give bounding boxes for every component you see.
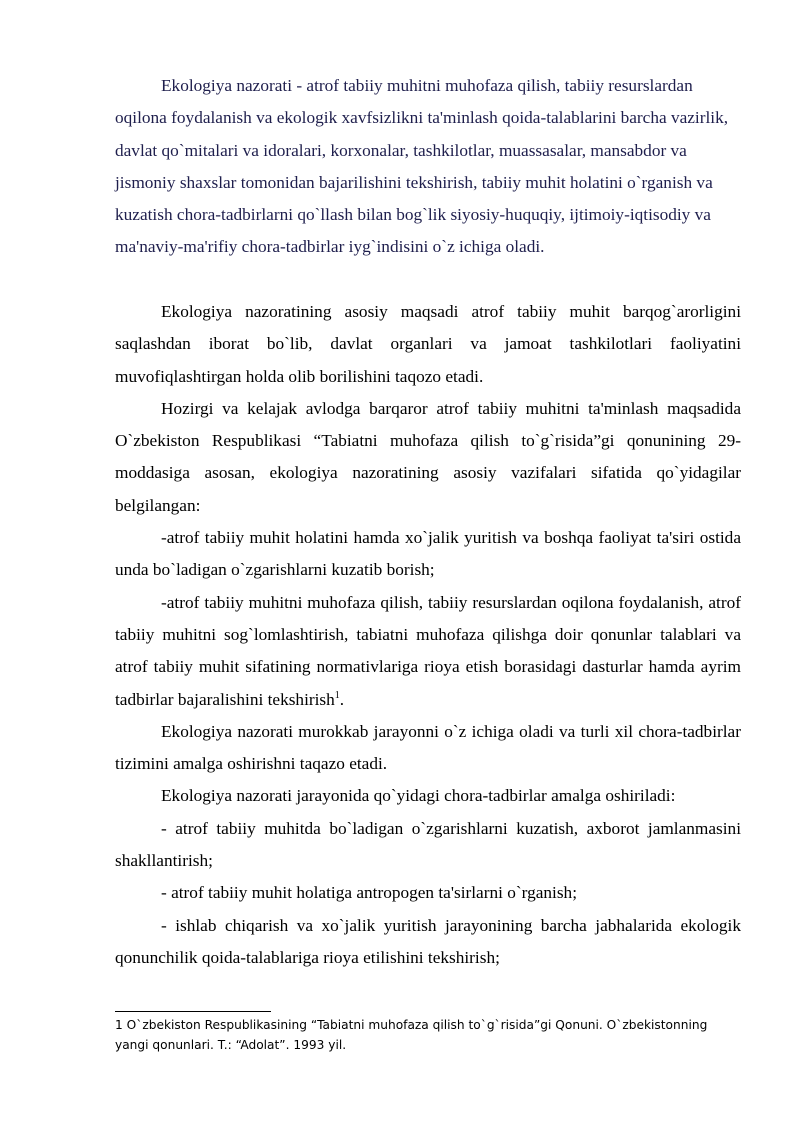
main-section: [115, 296, 741, 974]
footnote: [115, 1016, 741, 1055]
paragraph-complex-process: Ekologiya nazorati murokkab jarayonni o`z ichiga oladi va turli xil chora-tadbirlar tizimini amalga oshirishni taqazo etadi.: [115, 721, 741, 774]
intro-section: [115, 70, 741, 264]
paragraph-law-reference: Hozirgi va kelajak avlodga barqaror atrof tabiiy muhitni ta'minlash maqsadida O`zbekiston Respublikasi “Tabiatni muhofaza qilish to`g`risida”gi qonunining 29-moddasiga asosan, ekologiya nazoratining asosiy vazifalari sifatida qo`yidagilar belgilangan:: [115, 398, 741, 515]
paragraph-task-monitoring: -atrof tabiiy muhit holatini hamda xo`jalik yuritish va boshqa faoliyat ta'siri ostida unda bo`ladigan o`zgarishlarni kuzatib borish;: [115, 528, 741, 580]
footnote-reference[interactable]: 1: [334, 689, 340, 701]
intro-paragraph: Ekologiya nazorati - atrof tabiiy muhitni muhofaza qilish, tabiiy resurslardan oqilona foydalanish va ekologik xavfsizlikni ta'minlash qoida-talablarini barcha vazirlik, davlat qo`mitalari va idoralari, korxonalar, tashkilotlar, muassasalar, mansabdor va jismoniy shaxslar tomonidan bajarilishini tekshirish, tabiiy muhit holatini o`rganish va kuzatish chora-tadbirlarni qo`llash bilan bog`lik siyosiy-huquqiy, ijtimoiy-iqtisodiy va ma'naviy-ma'rifiy chora-tadbirlar iyg`indisini o`z ichiga oladi.: [115, 76, 729, 257]
paragraph-measures-intro: Ekologiya nazorati jarayonida qo`yidagi chora-tadbirlar amalga oshiriladi:: [161, 786, 676, 806]
footnote-number: 1: [115, 1018, 123, 1032]
list-item-anthropogenic: - atrof tabiiy muhit holatiga antropogen ta'sirlarni o`rganish;: [161, 883, 577, 903]
list-item-observation: - atrof tabiiy muhitda bo`ladigan o`zgarishlarni kuzatish, axborot jamlanmasini shakllantirish;: [115, 818, 741, 871]
paragraph-task-inspection: [115, 587, 741, 716]
paragraph-end-period: .: [339, 689, 345, 709]
list-item-compliance: - ishlab chiqarish va xo`jalik yuritish jarayonining barcha jabhalarida ekologik qonunchilik qoida-talablariga rioya etilishini tekshirish;: [115, 915, 741, 967]
paragraph-task-inspection-text: -atrof tabiiy muhitni muhofaza qilish, tabiiy resurslardan oqilona foydalanish, atrof tabiiy muhitni sog`lomlashtirish, tabiatni muhofaza qilishga doir qonunlar talablari va atrof tabiiy muhit sifatining normativlariga rioya etish borasidagi dasturlar hamda ayrim tadbirlar bajaralishini tekshirish: [115, 592, 741, 709]
footnote-divider: [115, 1011, 271, 1012]
paragraph-main-goal: Ekologiya nazoratining asosiy maqsadi atrof tabiiy muhit barqog`arorligini saqlashdan iborat bo`lib, davlat organlari va jamoat tashkilotlari faoliyatini muvofiqlashtirgan holda olib borilishini taqozo etadi.: [115, 302, 741, 386]
footnote-text: O`zbekiston Respublikasining “Tabiatni muhofaza qilish to`g`risida”gi Qonuni. O`zbekistonning yangi qonunlari. T.: “Adolat”. 1993 yil.: [115, 1018, 708, 1052]
